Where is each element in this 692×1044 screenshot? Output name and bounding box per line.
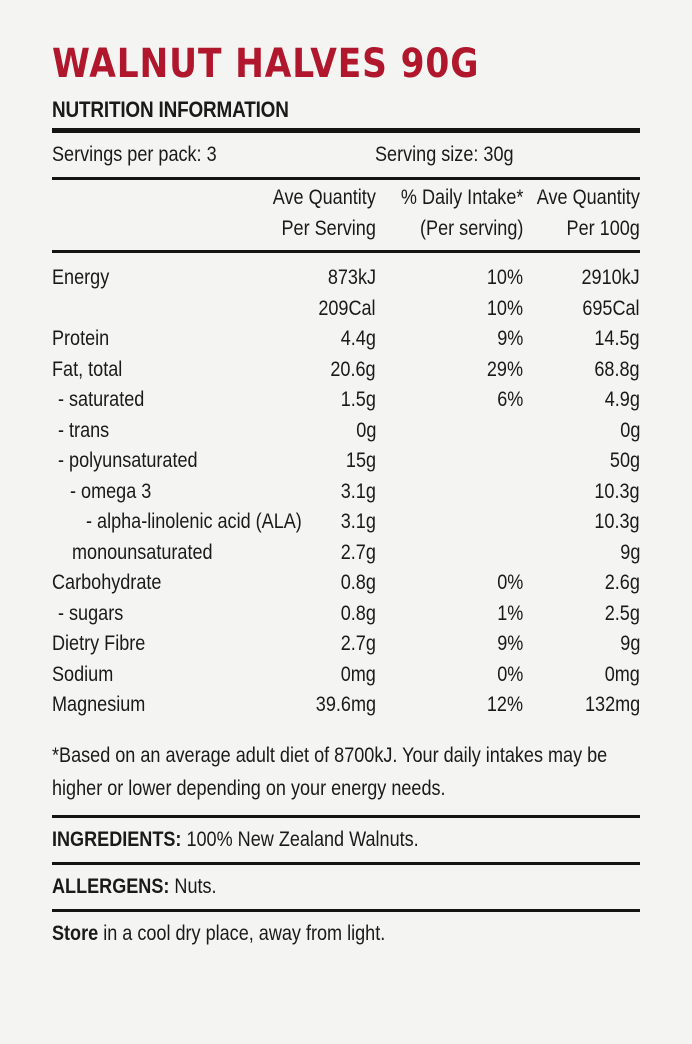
table-row — [52, 507, 640, 538]
per-serving-value: 39.6mg — [315, 693, 376, 716]
table-row — [52, 690, 640, 721]
per-100g-value: 9g — [619, 540, 640, 564]
daily-intake-value: 1% — [496, 601, 523, 625]
nutrient-name: Fat, total — [52, 357, 123, 381]
daily-intake-value: 6% — [496, 388, 523, 411]
table-row — [52, 294, 640, 325]
daily-intake-footnote: *Based on an average adult diet of 8700kJ. Your daily intakes may be higher or lower depending on your energy needs. — [52, 743, 608, 800]
per-100g-value: 14.5g — [594, 327, 640, 350]
per-100g-value: 68.8g — [594, 357, 640, 381]
table-row — [52, 660, 640, 691]
table-row — [52, 477, 640, 508]
table-row — [52, 538, 640, 569]
daily-intake-value: 10% — [486, 266, 523, 289]
nutrition-heading: NUTRITION INFORMATION — [52, 97, 289, 122]
column-header-per-100g — [537, 182, 640, 244]
table-row — [52, 599, 640, 630]
nutrient-name: - trans — [58, 418, 110, 442]
column-headers — [52, 180, 640, 250]
per-serving-value: 0.8g — [340, 571, 376, 594]
ingredients-text: 100% New Zealand Walnuts. — [181, 827, 419, 851]
storage-statement — [52, 912, 558, 956]
nutrient-name: Protein — [52, 327, 110, 350]
per-serving-value: 873kJ — [327, 266, 376, 289]
column-header-per-serving — [273, 182, 376, 244]
daily-intake-value: 0% — [496, 662, 523, 686]
table-row — [52, 446, 640, 477]
storage-text: in a cool dry place, away from light. — [98, 921, 386, 945]
per-100g-value: 2.6g — [604, 571, 640, 594]
per-100g-value: 0mg — [604, 662, 640, 686]
nutrient-name: Magnesium — [52, 693, 146, 716]
table-row — [52, 324, 640, 355]
column-header-daily-intake — [401, 182, 523, 244]
nutrient-name: Sodium — [52, 662, 114, 686]
serving-size: Serving size: 30g — [375, 143, 514, 166]
nutrient-name: - omega 3 — [70, 479, 152, 503]
per-serving-value: 20.6g — [330, 357, 376, 381]
table-row — [52, 355, 640, 386]
table-row — [52, 385, 640, 416]
table-row — [52, 416, 640, 447]
allergens-label: ALLERGENS: — [52, 874, 170, 898]
per-100g-value: 695Cal — [582, 296, 640, 320]
per-serving-value: 3.1g — [340, 479, 376, 503]
nutrient-name: Dietry Fibre — [52, 632, 146, 655]
per-serving-value: 0g — [355, 418, 376, 442]
table-row — [52, 568, 640, 599]
per-100g-value: 10.3g — [594, 479, 640, 503]
column-header-line: Per Serving — [281, 217, 376, 240]
per-100g-value: 2910kJ — [581, 266, 640, 289]
per-100g-value: 132mg — [584, 693, 640, 716]
daily-intake-value: 9% — [496, 632, 523, 655]
product-title: WALNUT HALVES 90G — [52, 41, 480, 87]
per-100g-value: 0g — [619, 418, 640, 442]
nutrition-label-panel — [52, 40, 640, 956]
per-serving-value: 4.4g — [340, 327, 376, 350]
column-header-line: (Per serving) — [419, 217, 523, 240]
servings-row — [52, 133, 640, 177]
daily-intake-value: 0% — [496, 571, 523, 594]
nutrient-table — [52, 253, 640, 721]
nutrient-name: Energy — [52, 266, 110, 289]
column-header-line: Ave Quantity — [272, 186, 376, 209]
per-serving-value: 0mg — [340, 662, 376, 686]
per-100g-value: 4.9g — [604, 388, 640, 411]
allergens-statement — [52, 865, 558, 909]
per-serving-value: 1.5g — [340, 388, 376, 411]
table-row — [52, 629, 640, 660]
daily-intake-value: 9% — [496, 327, 523, 350]
per-100g-value: 2.5g — [604, 601, 640, 625]
ingredients-label: INGREDIENTS: — [52, 827, 182, 851]
nutrient-name: - saturated — [58, 388, 145, 411]
per-100g-value: 9g — [619, 632, 640, 655]
nutrient-name: - alpha-linolenic acid (ALA) — [86, 510, 302, 533]
table-row — [52, 263, 640, 294]
per-serving-value: 2.7g — [340, 632, 376, 655]
nutrient-name: Carbohydrate — [52, 571, 162, 594]
per-100g-value: 50g — [609, 449, 640, 472]
column-header-line: Ave Quantity — [536, 186, 640, 209]
nutrient-name: - polyunsaturated — [58, 449, 198, 472]
daily-intake-value: 29% — [486, 357, 523, 381]
column-header-line: % Daily Intake* — [400, 186, 523, 209]
per-serving-value: 15g — [345, 449, 376, 472]
storage-label: Store — [52, 921, 99, 945]
per-serving-value: 2.7g — [340, 540, 376, 564]
nutrient-name: monounsaturated — [72, 540, 213, 564]
ingredients-statement — [52, 818, 558, 862]
per-100g-value: 10.3g — [594, 510, 640, 533]
servings-per-pack: Servings per pack: 3 — [52, 143, 217, 166]
per-serving-value: 0.8g — [340, 601, 376, 625]
daily-intake-value: 10% — [486, 296, 523, 320]
column-header-line: Per 100g — [566, 217, 640, 240]
per-serving-value: 3.1g — [340, 510, 376, 533]
per-serving-value: 209Cal — [318, 296, 376, 320]
daily-intake-value: 12% — [486, 693, 523, 716]
allergens-text: Nuts. — [169, 874, 217, 898]
nutrient-name: - sugars — [58, 601, 124, 625]
